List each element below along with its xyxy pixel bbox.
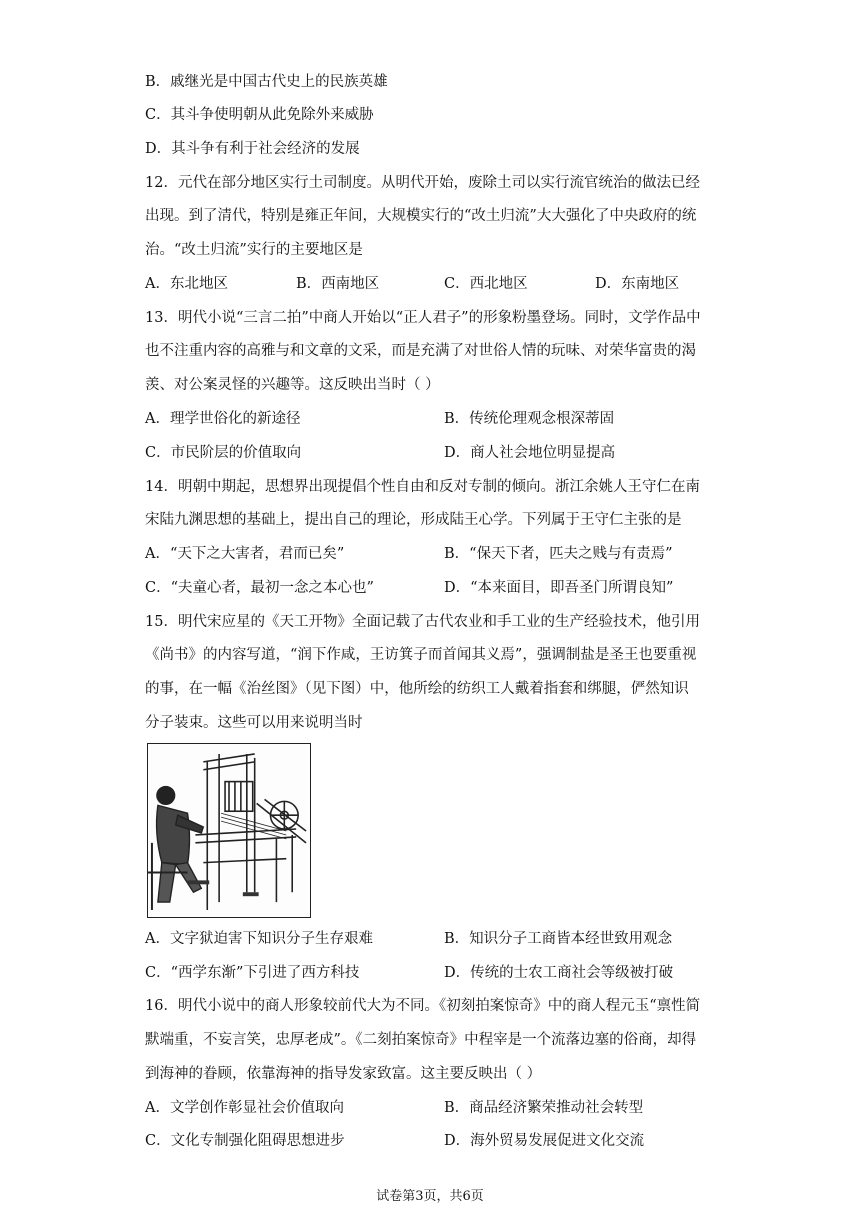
q11-option-b: B．戚继光是中国古代史上的民族英雄 xyxy=(145,74,388,90)
q12-stem-line-1: 12．元代在部分地区实行土司制度。从明代开始，废除土司以实行流官统治的做法已经 xyxy=(145,175,700,191)
q16-stem-line-2: 默端重，不妄言笑，忠厚老成”。《二刻拍案惊奇》中程宰是一个流落边塞的俗商，却得 xyxy=(145,1032,697,1048)
q16-option-b: B．商品经济繁荣推动社会转型 xyxy=(444,1100,644,1116)
q14-option-a: A．“天下之大害者，君而已矣” xyxy=(145,546,345,562)
q13-stem-line-3: 羡、对公案灵怪的兴趣等。这反映出当时（ ） xyxy=(145,377,440,393)
q13-stem-line-2: 也不注重内容的高雅与和文章的文采，而是充满了对世俗人情的玩味、对荣华富贵的渴 xyxy=(145,343,696,359)
q15-stem-line-1: 15．明代宋应星的《天工开物》全面记载了古代农业和手工业的生产经验技术，他引用 xyxy=(145,614,700,630)
q12-stem-line-2: 出现。到了清代，特别是雍正年间，大规模实行的“改土归流”大大强化了中央政府的统 xyxy=(145,208,697,224)
q13-option-b: B．传统伦理观念根深蒂固 xyxy=(444,411,615,427)
q15-stem-line-3: 的事，在一幅《治丝图》（见下图）中，他所绘的纺织工人戴着指套和绑腿，俨然知识 xyxy=(145,681,689,697)
q16-stem-line-1: 16．明代小说中的商人形象较前代大为不同。《初刻拍案惊奇》中的商人程元玉“禀性简 xyxy=(145,998,701,1014)
q12-option-c: C．西北地区 xyxy=(444,276,528,292)
q15-option-c: C．“西学东渐”下引进了西方科技 xyxy=(145,965,360,981)
page-footer: 试卷第3页，共6页 xyxy=(376,1189,484,1204)
q12-option-d: D．东南地区 xyxy=(595,276,680,292)
q15-option-b: B．知识分子工商皆本经世致用观念 xyxy=(444,931,673,947)
q16-option-d: D．海外贸易发展促进文化交流 xyxy=(444,1133,645,1149)
q14-option-b: B．“保天下者，匹夫之贱与有责焉” xyxy=(444,546,673,562)
q13-option-c: C．市民阶层的价值取向 xyxy=(145,445,302,461)
q15-option-a: A．文字狱迫害下知识分子生存艰难 xyxy=(145,931,373,947)
q12-stem-line-3: 治。“改土归流”实行的主要地区是 xyxy=(145,242,363,258)
q13-option-d: D．商人社会地位明显提高 xyxy=(444,445,616,461)
q11-option-d: D．其斗争有利于社会经济的发展 xyxy=(145,141,360,157)
q14-option-d: D．“本来面目，即吾圣门所谓良知” xyxy=(444,580,674,596)
q15-option-d: D．传统的士农工商社会等级被打破 xyxy=(444,965,674,981)
q14-stem-line-2: 宋陆九渊思想的基础上，提出自己的理论，形成陆王心学。下列属于王守仁主张的是 xyxy=(145,512,682,528)
q12-option-a: A．东北地区 xyxy=(145,276,228,292)
q15-stem-line-4: 分子装束。这些可以用来说明当时 xyxy=(145,715,363,731)
q14-option-c: C．“夫童心者，最初一念之本心也” xyxy=(145,580,374,596)
q13-stem-line-1: 13．明代小说“三言二拍”中商人开始以“正人君子”的形象粉墨登场。同时，文学作品中 xyxy=(145,310,701,326)
q13-option-a: A．理学世俗化的新途径 xyxy=(145,411,301,427)
q16-option-c: C．文化专制强化阻碍思想进步 xyxy=(145,1133,345,1149)
q16-option-a: A．文学创作彰显社会价值取向 xyxy=(145,1100,344,1116)
q12-option-b: B．西南地区 xyxy=(296,276,380,292)
loom-drawing xyxy=(148,744,310,917)
silk-weaving-illustration xyxy=(147,743,311,918)
q14-stem-line-1: 14．明朝中期起，思想界出现提倡个性自由和反对专制的倾向。浙江余姚人王守仁在南 xyxy=(145,479,700,495)
q16-stem-line-3: 到海神的眷顾，依靠海神的指导发家致富。这主要反映出（ ） xyxy=(145,1066,542,1082)
q11-option-c: C．其斗争使明朝从此免除外来威胁 xyxy=(145,107,374,123)
q15-stem-line-2: 《尚书》的内容写道，“润下作咸，王访箕子而首闻其义焉”，强调制盐是圣王也要重视 xyxy=(145,647,697,663)
